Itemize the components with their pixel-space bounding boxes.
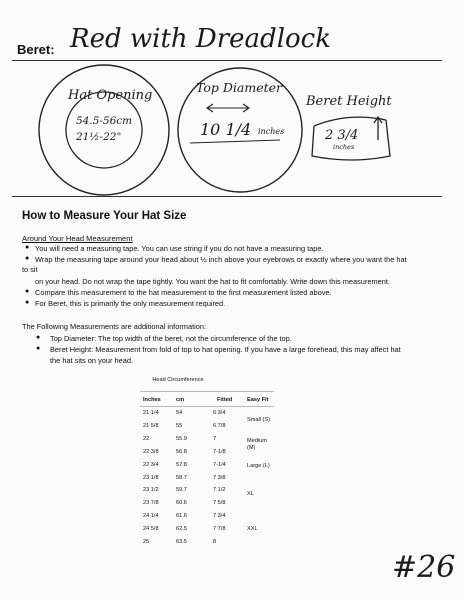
table-header-easy-fit: Easy Fit	[247, 397, 269, 403]
table-rule	[140, 406, 274, 407]
table-header-cm: cm	[176, 397, 185, 403]
table-rule	[140, 391, 274, 392]
table-cell: 60.6	[176, 500, 187, 507]
table-cell: 57.8	[176, 461, 187, 468]
table-cell: 63.5	[176, 539, 187, 545]
table-cell: 58.7	[176, 474, 187, 481]
table-cell: 56.8	[176, 448, 187, 455]
table-cell: 22	[143, 435, 150, 442]
table-cell: 7 7/8	[213, 526, 226, 533]
section-divider	[12, 196, 442, 197]
bullet-dot: ●	[36, 345, 41, 352]
easy-fit-label: XXL	[247, 526, 258, 532]
table-cell: 7 3/4	[213, 513, 226, 520]
bullet-wrap-text: on your head. Do not wrap the tape tightly. You want the hat to fit comfortably. Write down this measurement.	[35, 277, 390, 286]
beret-name-field: Red with Dreadlock	[70, 24, 331, 54]
table-cell: 23 1/8	[143, 474, 159, 481]
page-number: #26	[392, 550, 456, 585]
table-cell: 59.7	[176, 487, 187, 494]
hat-opening-outer-circle	[39, 65, 169, 195]
bullet-dot: ●	[25, 255, 30, 262]
beret-label: Beret:	[17, 42, 55, 57]
table-cell: 25	[143, 539, 150, 545]
table-cell: 6 7/8	[213, 422, 226, 429]
section-title: How to Measure Your Hat Size	[22, 210, 187, 222]
bullet-item: Beret Height: Measurement from fold of top to hat opening. If you have a large forehead, this may affect hat	[50, 345, 401, 354]
top-diameter-unit: inches	[258, 127, 285, 136]
table-cell: 7 1/2	[213, 487, 226, 494]
table-cell: 54	[176, 410, 183, 416]
table-cell: 21 5/8	[143, 422, 159, 429]
beret-height-value: 2 3/4	[325, 128, 359, 143]
table-cell: 8	[213, 539, 217, 545]
bullet-item: Wrap the measuring tape around your head about ½ inch above your eyebrows or exactly where you want the hat	[35, 255, 407, 264]
top-diameter-value: 10 1/4	[200, 120, 252, 139]
table-cell: 24 5/8	[143, 526, 159, 533]
table-header-inches: Inches	[143, 397, 161, 403]
table-cell: 55.9	[176, 435, 187, 442]
table-cell: 61.6	[176, 513, 187, 520]
bullet-wrap-text: to sit	[22, 265, 38, 274]
table-cell: 55	[176, 422, 183, 429]
table-cell: 7 5/8	[213, 500, 226, 507]
additional-intro: The Following Measurements are additional information:	[22, 322, 207, 331]
table-cell: 7-1/8	[213, 448, 226, 455]
table-head-circumference-label: Head Circumference	[152, 377, 204, 383]
easy-fit-label: XL	[247, 491, 254, 497]
bullet-item: For Beret, this is primarily the only measurement required.	[35, 299, 226, 308]
table-cell: 23 1/2	[143, 487, 159, 494]
table-cell: 6 3/4	[213, 410, 226, 416]
table-cell: 7-1/4	[213, 461, 226, 468]
bullet-dot: ●	[25, 299, 30, 306]
beret-height-unit: inches	[333, 143, 355, 151]
bullet-dot: ●	[36, 334, 41, 341]
table-cell: 62.5	[176, 526, 187, 533]
bullet-dot: ●	[25, 244, 30, 251]
table-header-fitted: Fitted	[217, 397, 233, 403]
top-diameter-label: Top Diameter	[196, 80, 282, 95]
table-cell: 24 1/4	[143, 513, 159, 520]
bullet-dot: ●	[25, 288, 30, 295]
bullet-item: Top Diameter: The top width of the beret, not the circumference of the top.	[50, 334, 292, 343]
hat-opening-label: Hat Opening	[68, 88, 153, 103]
bullet-item: You will need a measuring tape. You can use string if you do not have a measuring tape.	[35, 244, 324, 253]
table-cell: 7	[213, 435, 217, 442]
bullet-item: Compare this measurement to the hat measurement to the first measurement listed above.	[35, 288, 332, 297]
hat-opening-cm-value: 54.5-56cm	[76, 115, 133, 127]
table-cell: 7 3/8	[213, 474, 226, 481]
easy-fit-label: Small (S)	[247, 417, 270, 423]
beret-height-label: Beret Height	[306, 94, 392, 109]
hat-opening-inner-circle	[66, 92, 142, 168]
hat-opening-inch-value: 21½-22"	[76, 131, 122, 143]
top-diameter-underline	[190, 140, 280, 143]
easy-fit-label: Medium (M)	[247, 438, 267, 451]
bullet-wrap-text: the hat sits on your head.	[50, 356, 133, 365]
table-cell: 21 1/4	[143, 410, 159, 416]
table-cell: 22 3/8	[143, 448, 159, 455]
table-cell: 23 7/8	[143, 500, 159, 507]
section-subheading: Around Your Head Measurement	[22, 234, 133, 243]
double-arrow-icon	[207, 104, 249, 112]
table-cell: 22 3/4	[143, 461, 159, 468]
easy-fit-label: Large (L)	[247, 463, 270, 469]
